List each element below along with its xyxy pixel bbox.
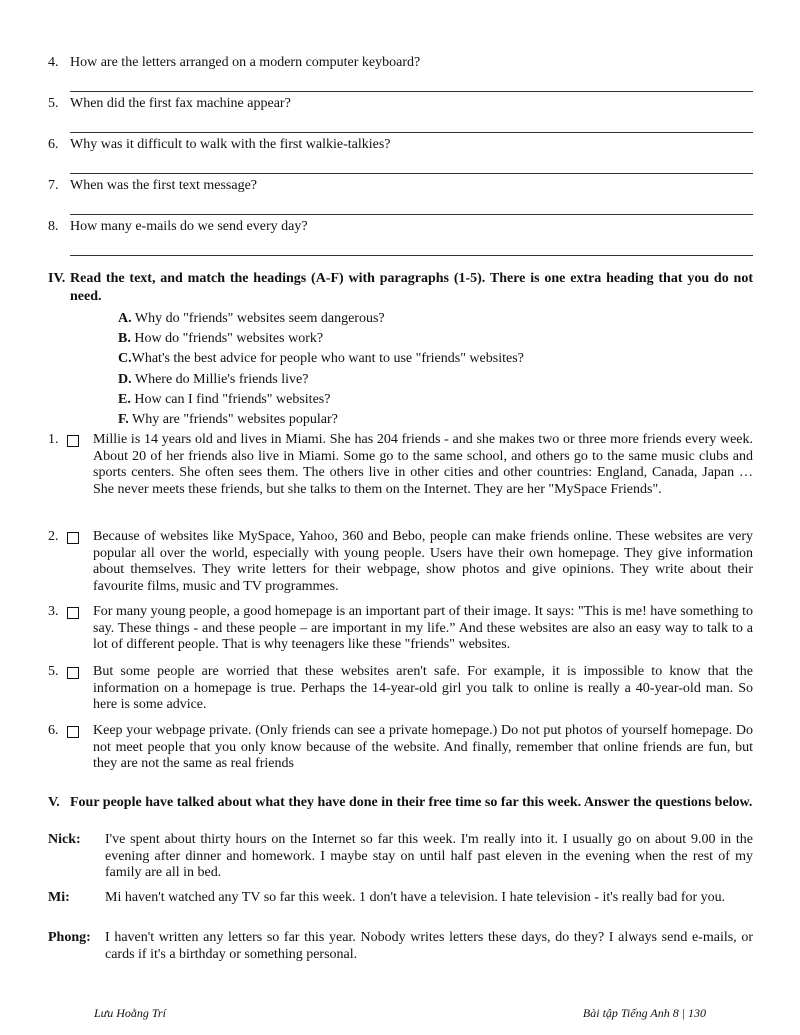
option-text: How can I find "friends" websites? <box>130 391 331 407</box>
heading-option <box>118 390 524 410</box>
option-letter: B. <box>118 331 131 347</box>
answer-line[interactable] <box>70 91 753 92</box>
answer-checkbox[interactable] <box>67 435 79 447</box>
paragraph-number: 1. <box>48 432 59 447</box>
footer-author: Lưu Hoằng Trí <box>94 1006 166 1020</box>
answer-checkbox[interactable] <box>67 532 79 544</box>
question-text: How are the letters arranged on a modern computer keyboard? <box>70 55 421 70</box>
section-instruction: Read the text, and match the headings (A-F) with paragraphs (1-5). There is one extra heading that you do not need. <box>70 271 753 304</box>
question-item <box>48 55 753 95</box>
section-4-heading <box>48 270 753 306</box>
speaker-block <box>48 832 753 882</box>
heading-option <box>118 349 524 369</box>
paragraph-text: Millie is 14 years old and lives in Miami. She has 204 friends - and she makes two or three more friends every week. About 20 of her friends also live in Miami. Some go to the same school, and others go to the same music clubs and sports centers. She often sees them. The others live in other cities and other countries: England, Canada, Japan … She never meets these friends, but she talks to them on the Internet. They are her "MySpace Friends". <box>93 432 753 497</box>
section-number: IV. <box>48 271 66 286</box>
section-instruction: Four people have talked about what they have done in their free time so far this week. Answer the questions below. <box>70 795 753 810</box>
answer-line[interactable] <box>70 173 753 174</box>
reading-paragraph <box>48 529 753 595</box>
question-number: 8. <box>48 219 59 234</box>
paragraph-number: 6. <box>48 723 59 738</box>
heading-option <box>118 370 524 390</box>
speaker-name: Phong: <box>48 930 91 945</box>
speaker-block <box>48 930 753 963</box>
answer-line[interactable] <box>70 132 753 133</box>
reading-paragraph <box>48 723 753 773</box>
heading-option <box>118 410 524 430</box>
section-5-heading <box>48 794 753 812</box>
option-text: How do "friends" websites work? <box>130 331 324 347</box>
question-text: When did the first fax machine appear? <box>70 96 291 111</box>
reading-paragraph <box>48 664 753 714</box>
question-item <box>48 178 753 218</box>
question-item <box>48 219 753 259</box>
answer-checkbox[interactable] <box>67 667 79 679</box>
answer-checkbox[interactable] <box>67 607 79 619</box>
option-letter: A. <box>118 311 132 326</box>
footer-book-page: Bài tập Tiếng Anh 8 | 130 <box>582 1006 706 1020</box>
reading-paragraph <box>48 432 753 498</box>
question-text: When was the first text message? <box>70 178 257 193</box>
heading-option <box>118 309 524 329</box>
option-text: What's the best advice for people who want to use "friends" websites? <box>131 351 524 367</box>
option-letter: C. <box>118 351 132 367</box>
question-text: How many e-mails do we send every day? <box>70 219 308 234</box>
answer-line[interactable] <box>70 214 753 215</box>
paragraph-number: 3. <box>48 604 59 619</box>
question-number: 6. <box>48 137 59 152</box>
speaker-text: I haven't written any letters so far this year. Nobody writes letters these days, do they? I always send e-mails, or cards if it's a birthday or something personal. <box>105 930 753 962</box>
answer-line[interactable] <box>70 255 753 256</box>
question-item <box>48 137 753 177</box>
speaker-name: Nick: <box>48 832 81 847</box>
paragraph-text: For many young people, a good homepage is an important part of their image. It says: "This is me! have something to say. These things - and these people – are important in my life.” And these websites are also an easy way to talk to a lot of different people. That is why teenagers like these "friends" websites. <box>93 604 753 653</box>
paragraph-number: 2. <box>48 529 59 544</box>
speaker-block <box>48 890 753 907</box>
question-number: 4. <box>48 55 59 70</box>
option-letter: E. <box>118 391 131 407</box>
section-number: V. <box>48 795 60 810</box>
question-item <box>48 96 753 136</box>
speaker-text: Mi haven't watched any TV so far this week. 1 don't have a television. I hate television - it's really bad for you. <box>105 890 726 905</box>
speaker-name: Mi: <box>48 890 70 905</box>
paragraph-text: But some people are worried that these websites aren't safe. For example, it is impossible to know that the information on a homepage is true. Perhaps the 14-year-old girl you talk to online is really a 40-year-old man. So here is some advice. <box>93 664 753 713</box>
option-text: Where do Millie's friends live? <box>131 371 309 387</box>
option-text: Why are "friends" websites popular? <box>128 412 338 428</box>
heading-option <box>118 329 524 349</box>
paragraph-text: Keep your webpage private. (Only friends can see a private homepage.) Do not put photos of yourself homepage. Do not meet people that you only know because of the website. And finally, remember that online friends are fun, but they are not the same as real friends <box>93 723 753 772</box>
option-text: Why do "friends" websites seem dangerous? <box>131 311 385 326</box>
heading-options <box>118 309 524 430</box>
question-number: 5. <box>48 96 59 111</box>
speaker-text: I've spent about thirty hours on the Internet so far this week. I'm really into it. I usually go on about 9.00 in the evening after dinner and homework. I maybe stay on until half past eleven in the evening when the rest of my family are all in bed. <box>105 832 753 881</box>
question-number: 7. <box>48 178 59 193</box>
option-letter: F. <box>118 412 129 428</box>
reading-paragraph <box>48 604 753 654</box>
option-letter: D. <box>118 371 132 387</box>
paragraph-text: Because of websites like MySpace, Yahoo, 360 and Bebo, people can make friends online. These websites are very popular all over the world, especially with young people. Users have their own homepage. They give information about themselves. They write letters for their webpage, show photos and give opinions. They write about their favourite films, music and TV programmes. <box>93 529 753 594</box>
answer-checkbox[interactable] <box>67 726 79 738</box>
paragraph-number: 5. <box>48 664 59 679</box>
question-text: Why was it difficult to walk with the first walkie-talkies? <box>70 137 391 152</box>
